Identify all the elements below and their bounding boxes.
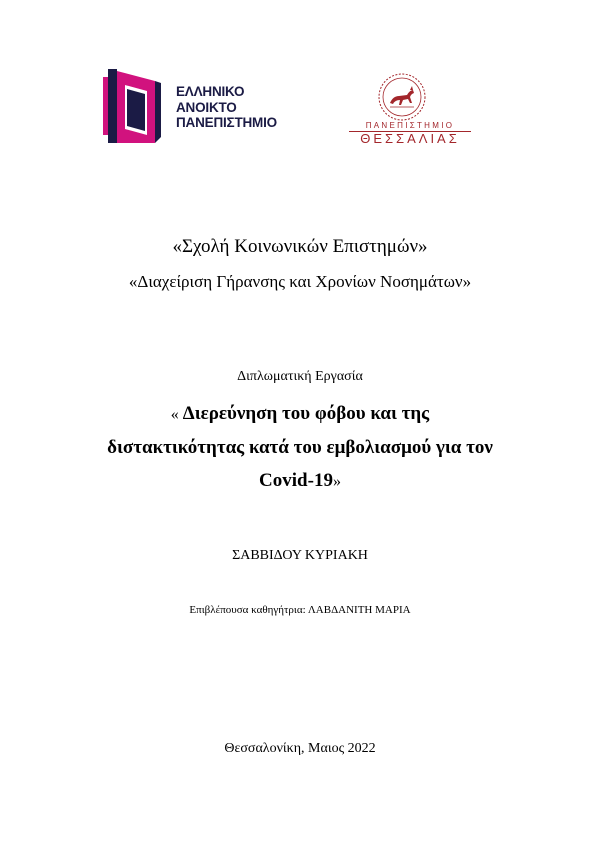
thesis-title-line3 bbox=[0, 470, 600, 492]
school-name: «Σχολή Κοινωνικών Επιστημών» bbox=[172, 236, 428, 257]
title-close-quote: » bbox=[332, 473, 341, 490]
supervisor-line: Επιβλέπουσα καθηγήτρια: ΛΑΒΔΑΝΙΤΗ ΜΑΡΙΑ bbox=[189, 604, 411, 616]
thesis-title-line2: διστακτικότητας κατά του εμβολιασμού για τον bbox=[107, 437, 493, 458]
eap-logo-text bbox=[176, 84, 277, 131]
uth-logo-line2: ΘΕΣΣΑΛΙΑΣ bbox=[360, 131, 460, 146]
uth-emblem-icon bbox=[377, 72, 427, 122]
title-text: Διερεύνηση του φόβου και της bbox=[182, 403, 430, 424]
title-text: Covid-19 bbox=[259, 470, 333, 491]
eap-logo-line: ΕΛΛΗΝΙΚΟ bbox=[176, 84, 245, 99]
document-type: Διπλωματική Εργασία bbox=[237, 369, 363, 384]
place-date: Θεσσαλονίκη, Μαιος 2022 bbox=[224, 741, 376, 756]
thesis-title-line1 bbox=[0, 403, 600, 425]
uth-logo-line1: ΠΑΝΕΠΙΣΤΗΜΙΟ bbox=[365, 121, 455, 130]
program-name: «Διαχείριση Γήρανσης και Χρονίων Νοσημάτων» bbox=[128, 272, 472, 291]
eap-logo-line: ΠΑΝΕΠΙΣΤΗΜΙΟ bbox=[176, 115, 277, 130]
author-name: ΣΑΒΒΙΔΟΥ ΚΥΡΙΑΚΗ bbox=[232, 548, 368, 563]
eap-logo-line: ΑΝΟΙΚΤΟ bbox=[176, 99, 237, 115]
title-open-quote: « bbox=[170, 406, 183, 423]
